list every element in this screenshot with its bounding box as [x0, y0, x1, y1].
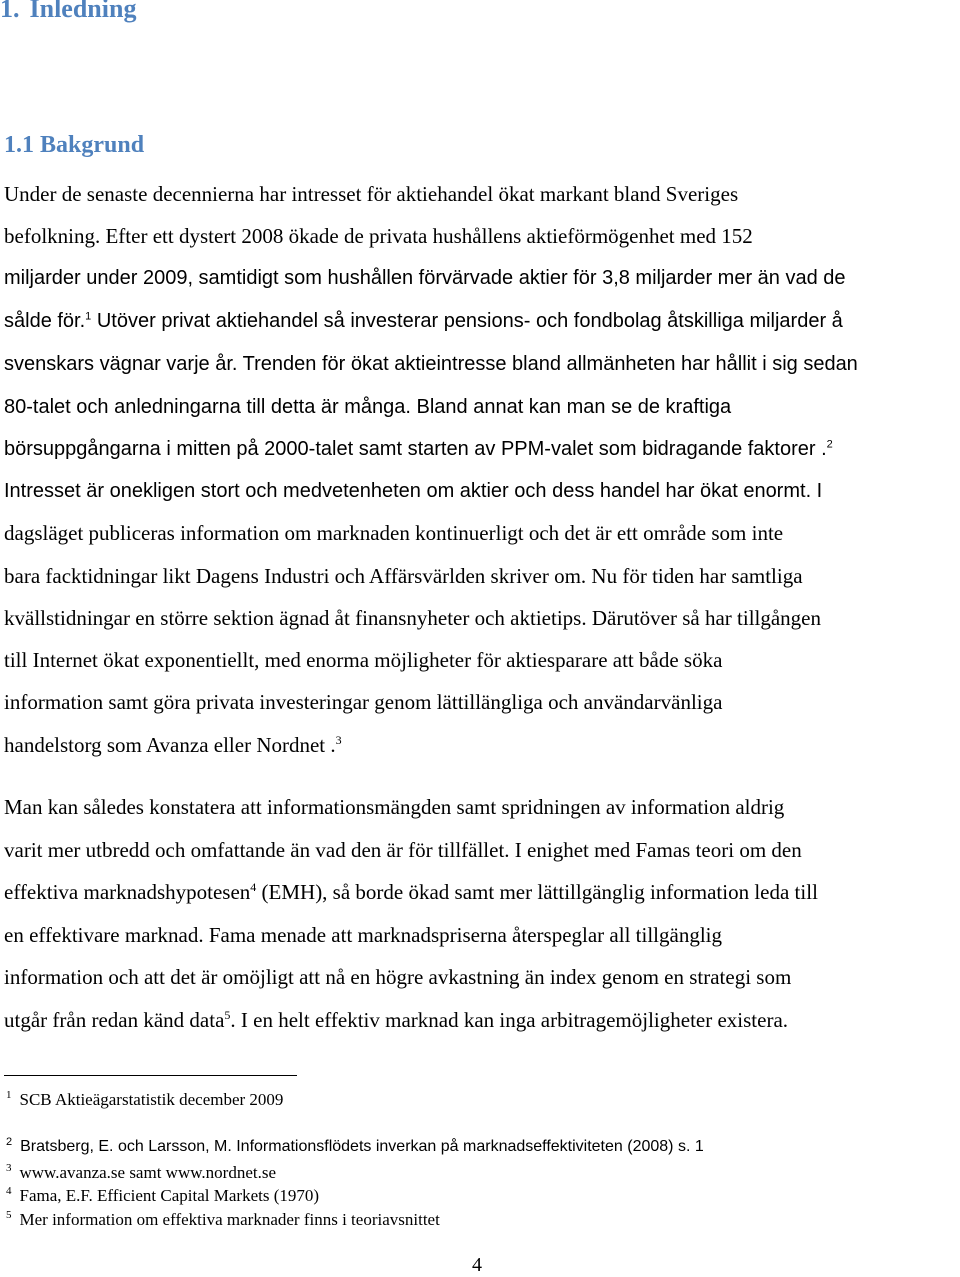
footnote-3: [6, 1164, 276, 1181]
footnote-ref-3: 3: [335, 733, 342, 747]
section-heading: 1.1 Bakgrund: [4, 132, 145, 158]
footnote-text: Fama, E.F. Efficient Capital Markets (1970): [19, 1186, 320, 1205]
paragraph1-line-1: Under de senaste decennierna har intresset för aktiehandel ökat markant bland Sveriges: [4, 182, 739, 206]
footnote-number: 4: [6, 1185, 12, 1198]
footnote-number: 2: [6, 1135, 13, 1148]
paragraph1-line-8: Intresset är onekligen stort och medvetenheten om aktier och dess handel har ökat enormt. I: [4, 480, 823, 502]
paragraph1-line-4: [4, 311, 843, 331]
footnote-text: Mer information om effektiva marknader finns i teoriavsnittet: [19, 1210, 440, 1229]
paragraph2-line-2: varit mer utbredd och omfattande än vad den är för tillfället. I enighet med Famas teori om den: [4, 838, 802, 862]
paragraph1-line-12: till Internet ökat exponentiellt, med enorma möjligheter för aktiesparare att både söka: [4, 648, 723, 672]
footnote-ref-2: 2: [826, 438, 833, 451]
paragraph1-line-6: 80-talet och anledningarna till detta är många. Bland annat kan man se de kraftiga: [4, 396, 732, 418]
paragraph1-line-14: [4, 735, 342, 756]
text-run: handelstorg som Avanza eller Nordnet .: [4, 733, 336, 757]
footnote-5: [6, 1211, 440, 1228]
text-run: . I en helt effektiv marknad kan inga arbitragemöjligheter existera.: [230, 1008, 789, 1032]
footnote-number: 5: [6, 1209, 12, 1222]
footnote-ref-4: 4: [250, 880, 257, 894]
text-run: börsuppgångarna i mitten på 2000-talet samt starten av PPM-valet som bidragande faktorer .: [4, 438, 827, 460]
text-run: Utöver privat aktiehandel så investerar pensions- och fondbolag åtskilliga miljarder å: [91, 310, 843, 332]
footnote-ref-1: 1: [85, 310, 92, 323]
paragraph1-line-10: bara facktidningar likt Dagens Industri och Affärsvärlden skriver om. Nu för tiden har samtliga: [4, 564, 803, 588]
text-run: effektiva marknadshypotesen: [4, 880, 251, 904]
paragraph1-line-2: befolkning. Efter ett dystert 2008 ökade de privata hushållens aktieförmögenhet med 152: [4, 224, 753, 248]
paragraph1-line-5: svenskars vägnar varje år. Trenden för ökat aktieintresse bland allmänheten har hållit i sig sedan: [4, 353, 858, 375]
paragraph1-line-13: information samt göra privata investeringar genom lättillängliga och användarvänliga: [4, 690, 723, 714]
chapter-heading: [0, 0, 136, 24]
footnote-number: 3: [6, 1162, 12, 1175]
paragraph2-line-5: information och att det är omöjligt att nå en högre avkastning än index genom en strategi som: [4, 965, 792, 989]
text-run: utgår från redan känd data: [4, 1008, 225, 1032]
text-run: (EMH), så borde ökad samt mer lättillgänglig information leda till: [256, 880, 818, 904]
footnote-text: Bratsberg, E. och Larsson, M. Informationsflödets inverkan på marknadseffektiviteten (2008) s. 1: [20, 1138, 704, 1155]
chapter-number: 1.: [0, 0, 20, 23]
paragraph1-line-9: dagsläget publiceras information om marknaden kontinuerligt och det är ett område som inte: [4, 521, 784, 545]
footnote-number: 1: [6, 1089, 12, 1102]
paragraph2-line-6: [4, 1010, 788, 1031]
paragraph1-line-11: kvällstidningar en större sektion ägnad åt finansnyheter och aktietips. Därutöver så har tillgången: [4, 606, 822, 630]
paragraph2-line-3: [4, 882, 818, 903]
paragraph1-line-3: miljarder under 2009, samtidigt som hushållen förvärvade aktier för 3,8 miljarder mer än vad de: [4, 267, 846, 289]
footnote-4: [6, 1187, 319, 1204]
footnote-text: SCB Aktieägarstatistik december 2009: [19, 1090, 284, 1109]
chapter-title: Inledning: [29, 0, 137, 23]
footnote-separator: [4, 1075, 297, 1076]
footnote-2: [6, 1135, 704, 1155]
text-run: sålde för.: [4, 310, 86, 332]
page-number: 4: [472, 1254, 482, 1276]
paragraph2-line-4: en effektivare marknad. Fama menade att marknadspriserna återspeglar all tillgänglig: [4, 923, 722, 947]
footnote-ref-5: 5: [224, 1008, 231, 1022]
paragraph2-line-1: Man kan således konstatera att informationsmängden samt spridningen av information aldrig: [4, 795, 785, 819]
paragraph1-line-7: [4, 439, 833, 459]
footnote-text: www.avanza.se samt www.nordnet.se: [19, 1163, 276, 1182]
footnote-1: [6, 1091, 283, 1108]
